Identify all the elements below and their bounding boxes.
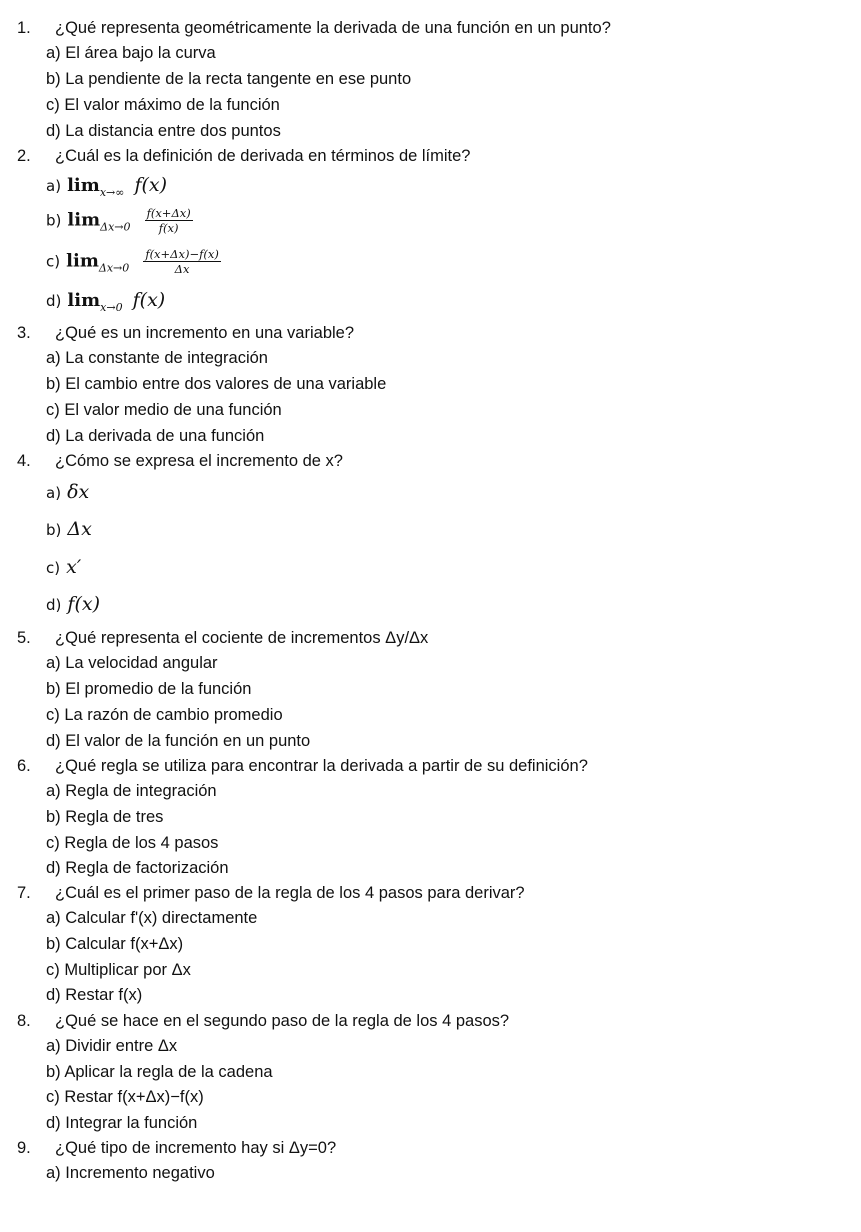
question-text: ¿Cuál es la definición de derivada en términos de límite? [55, 147, 471, 165]
option-7a: a) Calcular f'(x) directamente [46, 909, 258, 927]
denominator: Δx [174, 262, 190, 276]
option-6c: c) Regla de los 4 pasos [46, 834, 219, 852]
option-7c: c) Multiplicar por Δx [46, 961, 191, 979]
option-5a: a) La velocidad angular [46, 654, 218, 672]
option-4b: b) Δx [46, 518, 92, 540]
option-8a: a) Dividir entre Δx [46, 1037, 178, 1055]
math-expression: f(x) [134, 174, 168, 196]
question-text: ¿Qué representa el cociente de incrementos Δy/Δx [55, 629, 429, 647]
option-4d: d) f(x) [46, 593, 100, 615]
question-text: ¿Qué tipo de incremento hay si Δy=0? [55, 1139, 337, 1157]
question-text: ¿Qué es un incremento en una variable? [55, 324, 355, 342]
limit-subscript: Δx→0 [100, 220, 131, 234]
option-7b: b) Calcular f(x+Δx) [46, 935, 184, 953]
option-5b: b) El promedio de la función [46, 680, 252, 698]
option-1d: d) La distancia entre dos puntos [46, 122, 281, 140]
option-1c: c) El valor máximo de la función [46, 96, 280, 114]
fraction [143, 248, 221, 275]
question-number: 8. [17, 1012, 31, 1030]
option-8c: c) Restar f(x+Δx)−f(x) [46, 1088, 204, 1106]
option-5d: d) El valor de la función en un punto [46, 732, 311, 750]
option-5c: c) La razón de cambio promedio [46, 706, 283, 724]
numerator: f(x+Δx) [146, 206, 191, 220]
option-3b: b) El cambio entre dos valores de una variable [46, 375, 387, 393]
option-2b: b) $\lim_{\Delta x\to 0}$ $\frac{f(x+\Delta x)}{f(x)}$ [46, 206, 191, 235]
denominator: f(x) [158, 221, 179, 235]
option-7d: d) Restar f(x) [46, 986, 143, 1004]
limit-operator: lim [67, 175, 100, 196]
limit-subscript: x→0 [100, 301, 123, 314]
option-1a: a) El área bajo la curva [46, 44, 216, 62]
numerator: f(x+Δx)−f(x) [145, 247, 219, 261]
option-6b: b) Regla de tres [46, 808, 164, 826]
fraction [145, 207, 193, 234]
question-number: 7. [17, 884, 31, 902]
option-8d: d) Integrar la función [46, 1114, 198, 1132]
math-expression: f(x) [132, 289, 166, 311]
math-expression: δx [67, 481, 90, 503]
limit-operator: lim [67, 290, 101, 311]
option-1b: b) La pendiente de la recta tangente en ese punto [46, 70, 412, 88]
limit-operator: lim [66, 250, 99, 272]
option-8b: b) Aplicar la regla de la cadena [46, 1063, 273, 1081]
option-6a: a) Regla de integración [46, 782, 217, 800]
question-number: 6. [17, 757, 31, 775]
option-3a: a) La constante de integración [46, 349, 268, 367]
question-text: ¿Qué regla se utiliza para encontrar la derivada a partir de su definición? [55, 757, 588, 775]
option-4a: a) δx [46, 481, 90, 503]
math-expression: Δx [67, 518, 92, 540]
question-number: 9. [17, 1139, 31, 1157]
limit-operator: lim [67, 209, 101, 231]
question-text: ¿Cuál es el primer paso de la regla de los 4 pasos para derivar? [55, 884, 525, 902]
option-3c: c) El valor medio de una función [46, 401, 282, 419]
math-expression: f(x) [67, 593, 100, 615]
limit-subscript: x→∞ [99, 186, 125, 199]
option-2c: c) $\lim_{\Delta x\to 0}$ $\frac{f(x+\Delta x)-f(x)}{\Delta x}$ [46, 247, 219, 276]
option-2a: a) $\lim_{x\to\infty} f(x)$ [46, 174, 168, 199]
question-text: ¿Cómo se expresa el incremento de x? [55, 452, 343, 470]
option-3d: d) La derivada de una función [46, 427, 265, 445]
math-expression: x′ [66, 556, 82, 578]
option-6d: d) Regla de factorización [46, 859, 229, 877]
question-text: ¿Qué representa geométricamente la derivada de una función en un punto? [55, 19, 611, 37]
question-number: 1. [17, 19, 31, 37]
question-number: 3. [17, 324, 31, 342]
option-9a: a) Incremento negativo [46, 1164, 215, 1182]
option-2d: d) $\lim_{x\to 0} f(x)$ [46, 289, 166, 314]
question-number: 4. [17, 452, 31, 470]
question-number: 2. [17, 147, 31, 165]
limit-subscript: Δx→0 [98, 261, 130, 275]
option-4c: c) x′ [46, 556, 82, 578]
question-text: ¿Qué se hace en el segundo paso de la regla de los 4 pasos? [55, 1012, 510, 1030]
question-number: 5. [17, 629, 31, 647]
